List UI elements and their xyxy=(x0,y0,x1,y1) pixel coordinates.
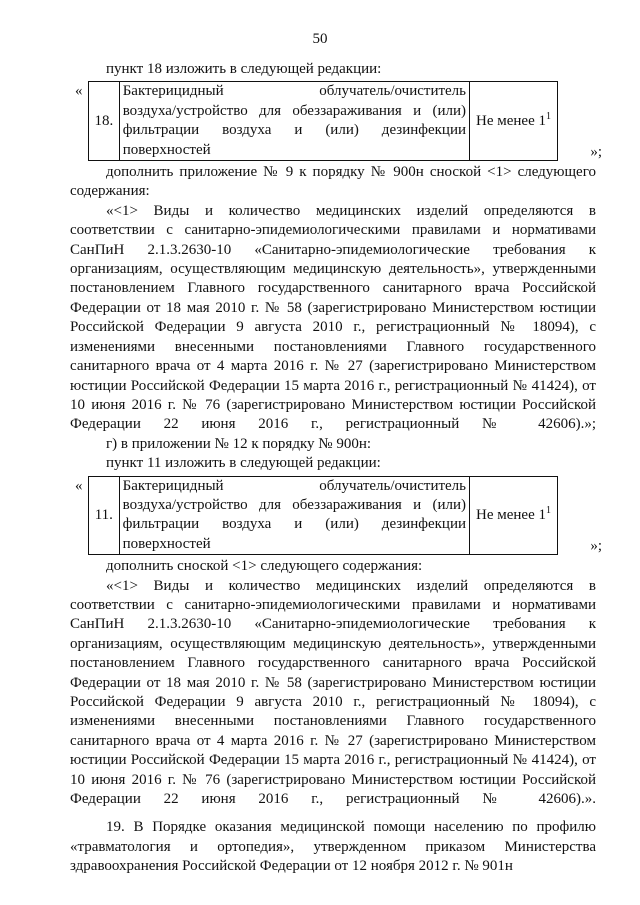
paragraph-appendix-12: г) в приложении № 12 к порядку № 900н: xyxy=(106,435,372,452)
paragraph-footnote-intro-9: дополнить приложение № 9 к порядку № 900н сноской <1> следующего содержания: xyxy=(70,164,596,200)
desc-line: Бактерицидный облучатель/очиститель xyxy=(122,477,467,494)
desc-line: воздуха/устройство для обеззараживания и (или) xyxy=(122,496,467,513)
equipment-table xyxy=(88,476,558,556)
table-item-18 xyxy=(70,81,602,161)
desc-line: фильтрации воздуха и (или) дезинфекции xyxy=(122,122,467,139)
desc-line: воздуха/устройство для обеззараживания и (или) xyxy=(122,102,467,119)
paragraph-footnote-text-9: «<1> Виды и количество медицинских изделий определяются в соответствии с санитарно-эпидемиологическими правилами и нормативами СанПиН 2.1.3.2630-10 «Санитарно-эпидемиологические требования к организациям, осуществляющим медицинскую деятельность», утвержденными постановлением Главного государственного санитарного врача Российской Федерации от 18 мая 2010 г. № 58 (зарегистрировано Министерством юстиции Российской Федерации 9 августа 2010 г., регистрационный № 18094), с изменениями внесенными постановлениями Главного государственного санитарного врача от 4 марта 2016 г. № 27 (зарегистрировано Министерством юстиции Российской Федерации 15 марта 2016 г., регистрационный № 41424), от 10 июня 2016 г. № 76 (зарегистрировано Министерством юстиции Российской Федерации 22 июня 2016 г., регистрационный № 42606).»; xyxy=(70,202,596,433)
paragraph-item18-intro: пункт 18 изложить в следующей редакции: xyxy=(106,61,382,77)
desc-line: поверхностей xyxy=(122,535,211,552)
row-quantity xyxy=(470,82,558,161)
table-open-quote: « xyxy=(75,83,83,100)
desc-line: Бактерицидный облучатель/очиститель xyxy=(122,83,467,100)
quantity-text: Не менее 1 xyxy=(476,506,546,523)
row-description xyxy=(119,476,469,555)
paragraph-item11-intro: пункт 11 изложить в следующей редакции: xyxy=(106,455,381,472)
row-description xyxy=(119,82,469,161)
desc-line: поверхностей xyxy=(122,141,211,158)
page-content xyxy=(70,60,602,877)
row-quantity xyxy=(470,476,558,555)
table-row xyxy=(89,82,558,161)
row-number: 18. xyxy=(89,82,120,161)
footnote-ref: 1 xyxy=(546,504,551,516)
table-open-quote: « xyxy=(75,477,83,494)
footnote-ref: 1 xyxy=(546,110,551,122)
paragraph-section-19: 19. В Порядке оказания медицинской помощи населению по профилю «травматология и ортопедия», утвержденном приказом Министерства здравоохранения Российской Федерации от 12 ноября 2012 г. № 901н xyxy=(70,819,596,875)
table-row xyxy=(89,476,558,555)
paragraph-footnote-text-12: «<1> Виды и количество медицинских изделий определяются в соответствии с санитарно-эпидемиологическими правилами и нормативами СанПиН 2.1.3.2630-10 «Санитарно-эпидемиологические требования к организациям, осуществляющим медицинскую деятельность», утвержденными постановлением Главного государственного санитарного врача Российской Федерации от 18 мая 2010 г. № 58 (зарегистрировано Министерством юстиции Российской Федерации 9 августа 2010 г., регистрационный № 18094), с изменениями внесенными постановлениями Главного государственного санитарного врача от 4 марта 2016 г. № 27 (зарегистрировано Министерством юстиции Российской Федерации 15 марта 2016 г., регистрационный № 41424), от 10 июня 2016 г. № 76 (зарегистрировано Министерством юстиции Российской Федерации 22 июня 2016 г., регистрационный № 42606).». xyxy=(70,577,596,808)
desc-line: фильтрации воздуха и (или) дезинфекции xyxy=(122,516,467,533)
paragraph-footnote-intro-12: дополнить сноской <1> следующего содержания: xyxy=(106,558,423,575)
row-number: 11. xyxy=(89,476,120,555)
page-number: 50 xyxy=(312,31,328,47)
table-close-quote: »; xyxy=(590,144,602,161)
table-close-quote: »; xyxy=(590,538,602,555)
quantity-text: Не менее 1 xyxy=(476,112,546,129)
equipment-table xyxy=(88,81,558,161)
table-item-11 xyxy=(70,476,602,556)
